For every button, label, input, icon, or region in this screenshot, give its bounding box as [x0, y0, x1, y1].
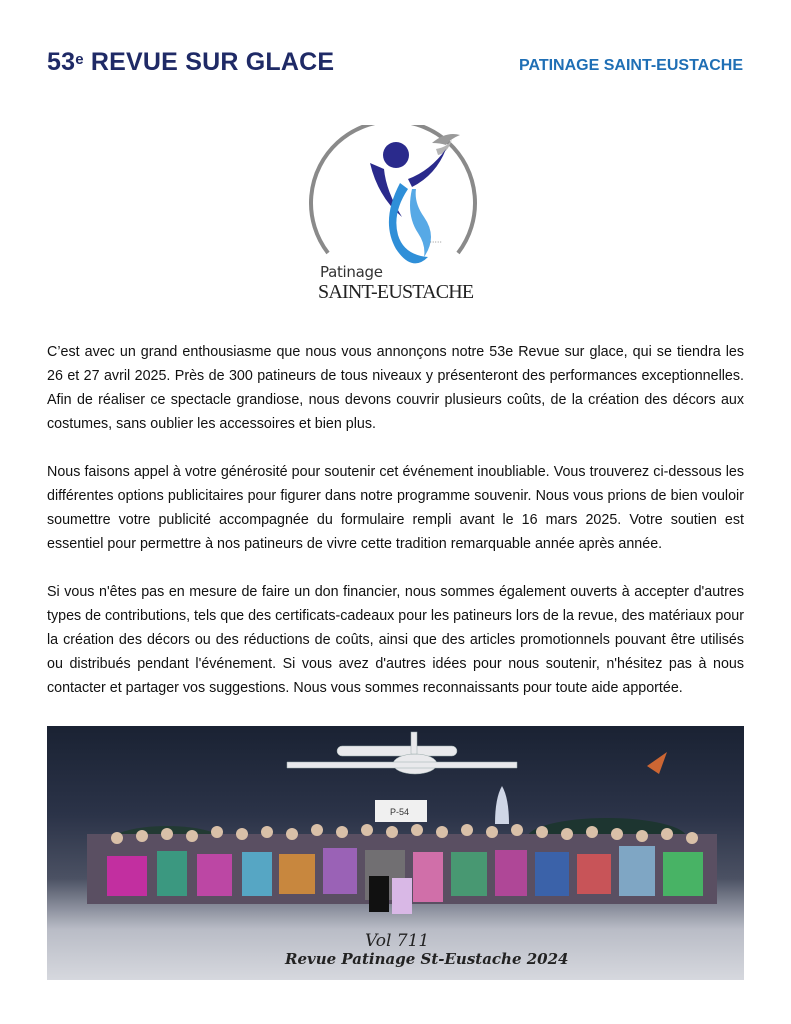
letter-body	[47, 340, 744, 724]
paragraph-contributions: Si vous n'êtes pas en mesure de faire un don financier, nous sommes également ouverts à accepter d'autres types de contributions, tels que des certificats-cadeaux pour les patineurs lors de la revue, des matériaux pour la création des décors ou des réductions de coûts, ainsi que des articles promotionnels pouvant être utilisés ou distribués pendant l'événement. Si vous avez d'autres idées pour nous soutenir, n'hésitez pas à nous contacter et partager vos suggestions. Nous vous sommes reconnaissants pour toute aide apportée.	[47, 584, 744, 696]
svg-text:• • • • •: • • • • •	[430, 239, 442, 244]
photo-caption-subtitle: Revue Patinage St-Eustache 2024	[285, 950, 569, 968]
page-title: 53e REVUE SUR GLACE	[47, 48, 335, 76]
airplane-decor	[287, 732, 517, 774]
club-logo	[300, 125, 490, 310]
paragraph-appeal: Nous faisons appel à votre générosité pour soutenir cet événement inoubliable. Vous trouverez ci-dessous les différentes options publicitaires pour figurer dans notre programme souvenir. Nous vous prions de bien vouloir soumettre votre publicité accompagnée du formulaire rempli avant le 16 mars 2025. Votre soutien est essentiel pour permettre à nos patineurs de vivre cette tradition remarquable année après année.	[47, 464, 744, 552]
photo-caption-title: Vol 711	[365, 931, 430, 951]
logo-text-saint-eustache: SAINT-EUSTACHE	[318, 281, 474, 303]
group-photo	[47, 726, 744, 980]
organization-name: PATINAGE SAINT-EUSTACHE	[518, 57, 743, 74]
photo-sign: P-54	[390, 807, 410, 817]
logo-text-patinage: Patinage	[320, 263, 383, 281]
paragraph-intro: C’est avec un grand enthousiasme que nous vous annonçons notre 53e Revue sur glace, qui se tiendra les 26 et 27 avril 2025. Près de 300 patineurs de tous niveaux y présenteront des performances exceptionnelles. Afin de réaliser ce spectacle grandiose, nous devons couvrir plusieurs coûts, de la création des décors aux costumes, sans oublier les accessoires et bien plus.	[47, 344, 744, 432]
